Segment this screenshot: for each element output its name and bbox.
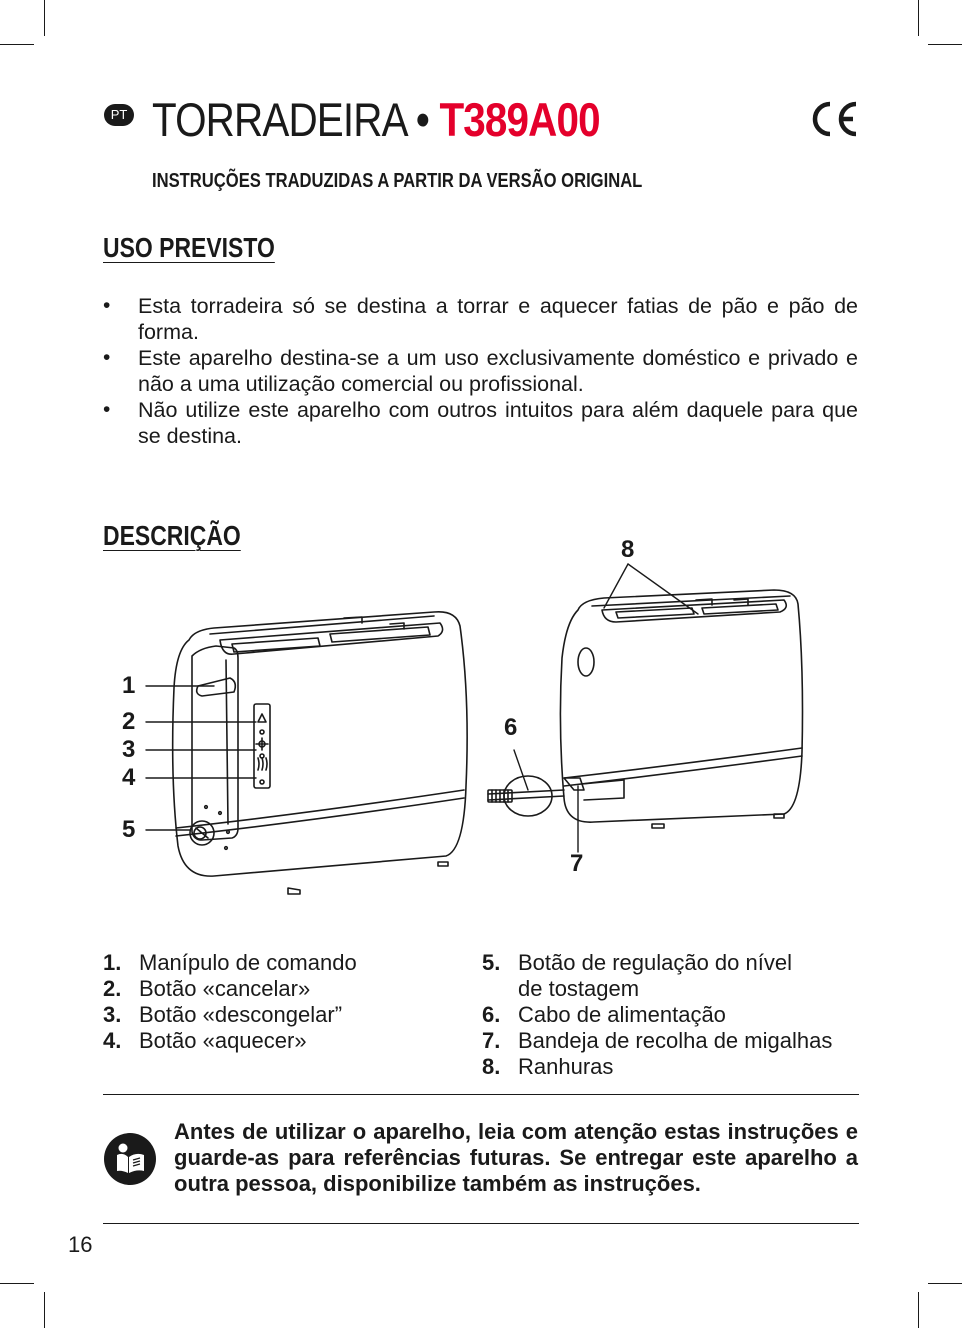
divider <box>103 1223 859 1224</box>
crop-mark <box>0 1283 34 1284</box>
list-item: • Esta torradeira só se destina a torrar e aquecer fatias de pão e pão de forma. <box>103 293 858 345</box>
list-item: 1. Manípulo de comando <box>103 950 357 975</box>
parts-list-left <box>103 950 357 1054</box>
crop-mark <box>44 0 45 36</box>
front-toaster-illustration <box>173 612 467 894</box>
list-item: 3. Botão «descongelar” <box>103 1002 343 1027</box>
callout-5: 5 <box>122 816 136 843</box>
crop-mark <box>44 1292 45 1328</box>
crop-mark <box>918 1292 919 1328</box>
read-instructions-notice: Antes de utilizar o aparelho, leia com atenção estas instruções e guarde-as para referências futuras. Se entregar este aparelho a outra pessoa, disponibilize também as instruções. <box>174 1119 858 1196</box>
crop-mark <box>918 0 919 36</box>
intended-use-heading: USO PREVISTO <box>103 232 275 263</box>
list-item: • Não utilize este aparelho com outros intuitos para além daquele para que se destina. <box>103 397 858 449</box>
read-manual-icon <box>104 1133 156 1185</box>
list-item: 6. Cabo de alimentação <box>482 1002 726 1027</box>
power-cable-illustration <box>488 776 564 816</box>
crop-mark <box>928 44 962 45</box>
parts-list-right <box>482 950 832 1080</box>
callout-leader-lines <box>146 564 698 852</box>
intended-use-list <box>103 293 858 449</box>
list-item: • Este aparelho destina-se a um uso exclusivamente doméstico e privado e não a uma utilização comercial ou profissional. <box>103 345 858 397</box>
language-badge: PT <box>104 104 134 126</box>
subtitle: INSTRUÇÕES TRADUZIDAS A PARTIR DA VERSÃO ORIGINAL <box>152 170 643 192</box>
list-item: 7. Bandeja de recolha de migalhas <box>482 1028 833 1053</box>
title-prefix: TORRADEIRA • <box>152 93 430 146</box>
callout-8: 8 <box>621 536 635 563</box>
list-item: 4. Botão «aquecer» <box>103 1028 307 1053</box>
page-number: 16 <box>68 1232 93 1257</box>
ce-mark-icon <box>808 98 860 140</box>
crop-mark <box>928 1283 962 1284</box>
crop-mark <box>0 44 34 45</box>
callout-7: 7 <box>570 850 584 877</box>
list-item: 2. Botão «cancelar» <box>103 976 311 1001</box>
list-item: 5. Botão de regulação do nível de tostagem <box>482 950 792 1001</box>
callout-3: 3 <box>122 736 136 763</box>
model-number: T389A00 <box>439 93 600 146</box>
toaster-diagram <box>104 528 824 908</box>
callout-1: 1 <box>122 672 136 699</box>
callout-6: 6 <box>504 714 518 741</box>
page-title <box>152 92 600 148</box>
callout-4: 4 <box>122 764 136 791</box>
list-item: 8. Ranhuras <box>482 1054 614 1079</box>
callout-2: 2 <box>122 708 136 735</box>
divider <box>103 1094 859 1095</box>
back-toaster-illustration <box>560 590 802 828</box>
description-heading: DESCRIÇÃO <box>103 520 241 551</box>
